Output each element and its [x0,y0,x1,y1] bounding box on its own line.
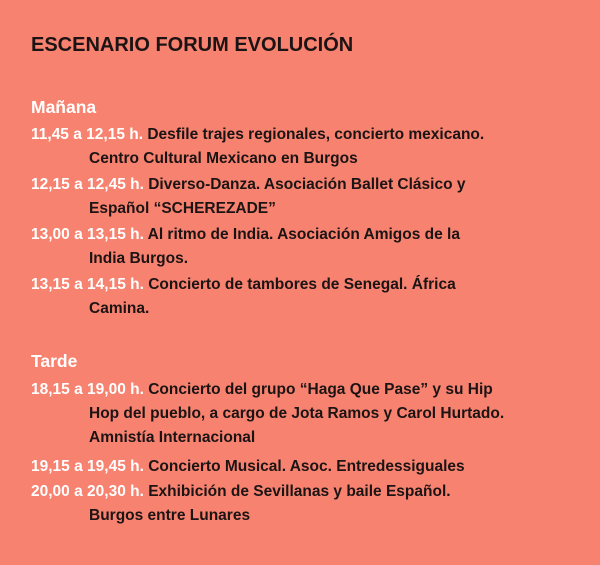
event-first-line [31,480,586,504]
event-description: Diverso-Danza. Asociación Ballet Clásico y [148,176,466,193]
event-item [31,223,586,271]
event-first-line [31,455,586,479]
event-item [31,455,586,479]
event-description: Concierto de tambores de Senegal. África [148,276,456,293]
event-time: 18,15 a 19,00 h. [31,381,144,398]
event-description: Exhibición de Sevillanas y baile Español. [148,483,451,500]
event-time: 19,15 a 19,45 h. [31,458,144,475]
event-time: 12,15 a 12,45 h. [31,176,144,193]
event-description: Desfile trajes regionales, concierto mexicano. [147,126,485,143]
event-item [31,480,586,528]
event-description-continued: Hop del pueblo, a cargo de Jota Ramos y Carol Hurtado. [89,405,505,422]
event-item [31,378,586,450]
event-first-line [31,123,586,147]
event-description: Concierto Musical. Asoc. Entredessiguales [148,458,465,475]
event-description: Al ritmo de India. Asociación Amigos de la [147,226,460,243]
event-item [31,273,586,321]
event-time: 13,00 a 13,15 h. [31,226,144,243]
event-time: 13,15 a 14,15 h. [31,276,144,293]
event-description-continued: Amnistía Internacional [89,429,256,446]
event-first-line [31,273,586,297]
event-description-continued: India Burgos. [89,250,189,267]
event-description-continued: Centro Cultural Mexicano en Burgos [89,150,358,167]
page-title: ESCENARIO FORUM EVOLUCIÓN [31,34,354,56]
event-time: 20,00 a 20,30 h. [31,483,144,500]
event-item [31,173,586,221]
section-heading-morning: Mañana [31,97,97,117]
section-heading-afternoon: Tarde [31,351,78,371]
event-description: Concierto del grupo “Haga Que Pase” y su Hip [148,381,493,398]
event-description-continued: Español “SCHEREZADE” [89,200,276,217]
event-first-line [31,173,586,197]
event-first-line [31,223,586,247]
event-time: 11,45 a 12,15 h. [31,126,144,143]
event-first-line [31,378,586,402]
event-item [31,123,586,171]
event-description-continued: Burgos entre Lunares [89,507,251,524]
event-description-continued: Camina. [89,300,150,317]
